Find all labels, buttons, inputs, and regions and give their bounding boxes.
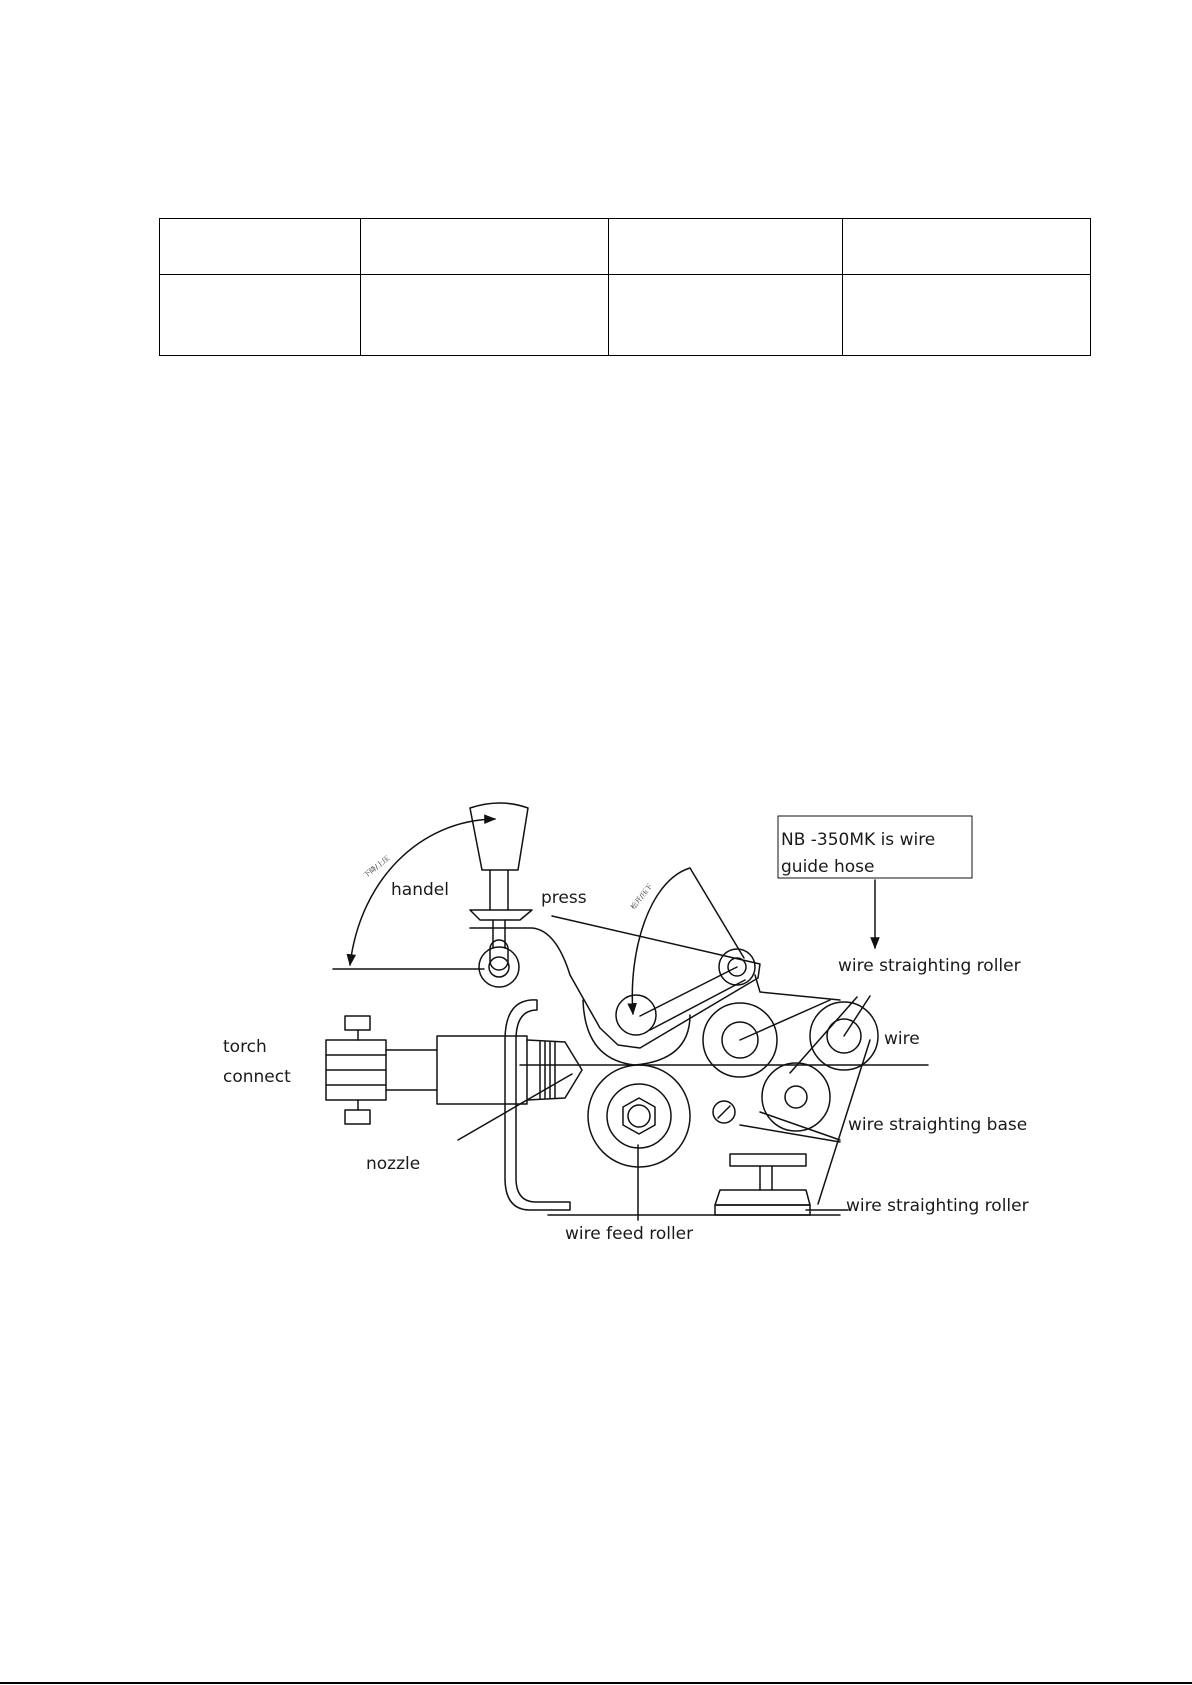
press-roller [583,995,690,1065]
label-wire: wire [884,1029,920,1049]
label-nozzle: nozzle [366,1154,421,1174]
footer-rule [0,1682,1192,1684]
handle-arc-label: 下降/上压 [362,854,392,880]
torch-connector [326,1016,582,1124]
wire-feed-roller [588,1065,690,1167]
frame [505,1000,570,1210]
label-connect: connect [223,1067,291,1087]
wire-straighting-roller-top [790,996,878,1204]
wire-straighting-base [713,1063,840,1215]
label-handel: handel [391,880,449,900]
handle [470,803,532,948]
press-arm [470,916,840,1048]
note-box-line1: NB -350MK is wire [781,830,936,850]
label-wire-straighting-roller-top: wire straighting roller [838,956,1021,976]
nozzle-leader [458,1074,572,1140]
label-wire-straighting-roller-bottom: wire straighting roller [846,1196,1029,1216]
label-torch: torch [223,1037,267,1057]
label-wire-straighting-base: wire straighting base [848,1115,1028,1135]
note-box-line2: guide hose [781,857,875,877]
label-wire-feed-roller: wire feed roller [565,1224,694,1244]
label-press: press [541,888,587,908]
press-arc-label: 松开/压下 [629,882,655,912]
press-arc [690,868,744,958]
